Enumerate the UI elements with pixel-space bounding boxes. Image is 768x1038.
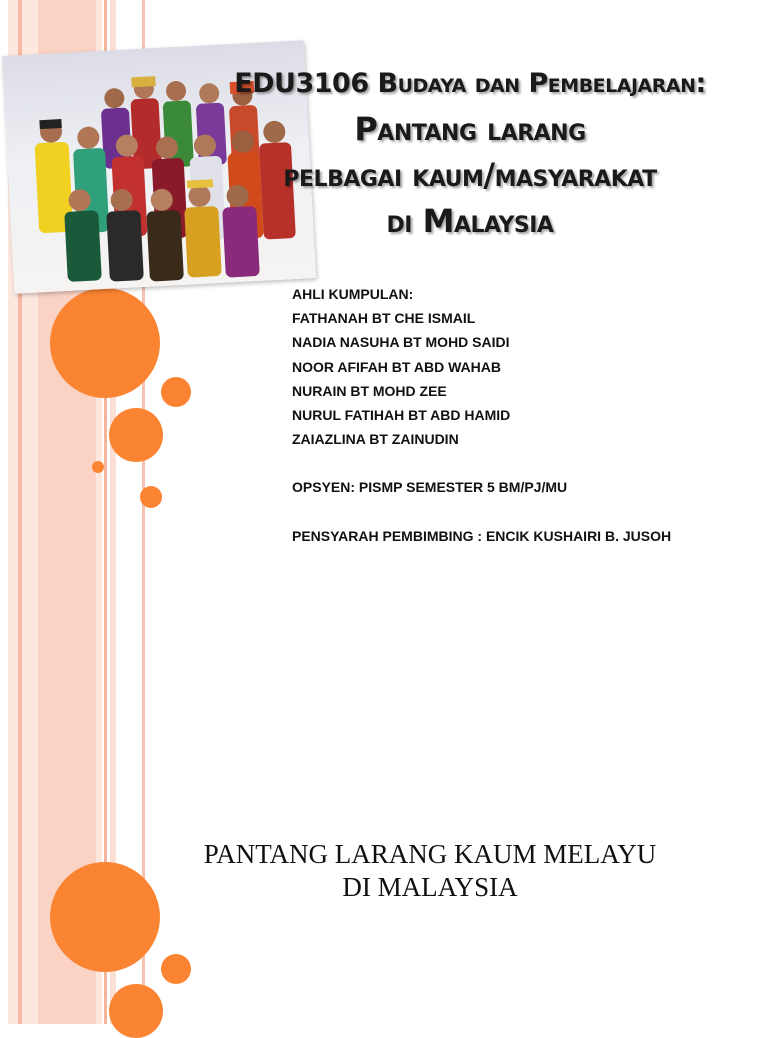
decorative-circle-medium [109, 408, 163, 462]
subtitle-line-1: PANTANG LARANG KAUM MELAYU [203, 839, 657, 869]
subtitle-line-2: DI MALAYSIA [342, 872, 518, 902]
decorative-circle-small [161, 377, 191, 407]
decorative-circle-tiny [92, 461, 104, 473]
member-name: NADIA NASUHA BT MOHD SAIDI [292, 334, 510, 351]
title-line-2: Pantang larang [354, 110, 586, 148]
member-name: NOOR AFIFAH BT ABD WAHAB [292, 358, 501, 375]
section-subtitle [160, 838, 700, 904]
member-name: FATHANAH BT CHE ISMAIL [292, 310, 476, 327]
document-title [180, 62, 760, 244]
decorative-circle-large [50, 288, 160, 398]
pensyarah-line: PENSYARAH PEMBIMBING : ENCIK KUSHAIRI B. JUSOH [292, 527, 672, 544]
title-course-line: EDU3106 Budaya dan Pembelajaran: [234, 68, 706, 99]
decorative-circle-large [50, 862, 160, 972]
decorative-circle-medium [109, 984, 163, 1038]
opsyen-line: OPSYEN: PISMP SEMESTER 5 BM/PJ/MU [292, 479, 568, 496]
members-heading: AHLI KUMPULAN: [292, 286, 414, 302]
decorative-circle-small [140, 486, 162, 508]
decorative-circle-small [161, 954, 191, 984]
title-line-4: di Malaysia [386, 202, 554, 240]
member-name: ZAIAZLINA BT ZAINUDIN [292, 431, 459, 448]
member-name: NURAIN BT MOHD ZEE [292, 382, 447, 399]
group-info [292, 282, 752, 548]
member-name: NURUL FATIHAH BT ABD HAMID [292, 407, 511, 424]
title-line-3: pelbagai kaum/masyarakat [283, 156, 657, 194]
